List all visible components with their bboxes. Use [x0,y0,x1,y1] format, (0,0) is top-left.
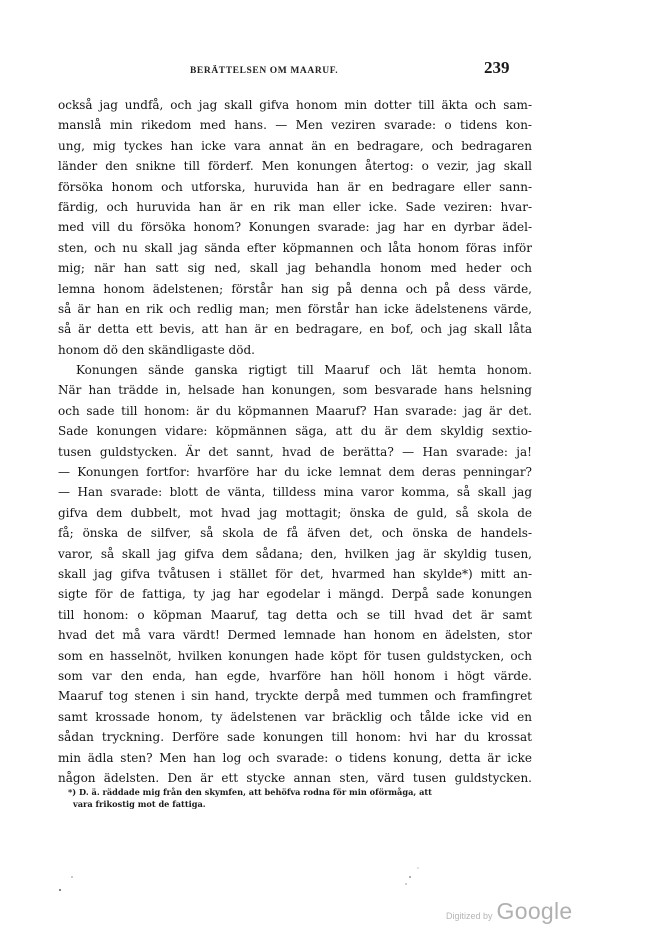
google-watermark [446,898,573,925]
text-line: någon ädelsten. Den är ett stycke annan sten, värd tusen guldstycken. [58,770,532,785]
footnote-line: vara frikostig mot de fattiga. [73,799,206,809]
text-line: ung, mig tyckes han icke vara annat än en bedragare, och bedragaren [58,138,532,153]
text-line: lemna honom ädelstenen; förstår han sig på denna och på dess värde, [58,281,532,296]
text-line: — Han svarade: blott de vänta, tilldess mina varor komma, så skall jag [58,485,532,500]
text-line: sigte för de fattiga, ty jag har egodelar i mängd. Derpå sade konungen [58,587,532,602]
text-line: honom dö den skändligaste död. [58,342,255,357]
text-line: sten, och nu skall jag sända efter köpmannen och låta honom föras inför [58,240,532,255]
running-head: BERÄTTELSEN OM MAARUF. [190,66,339,76]
text-line: så är detta ett bevis, att han är en bedragare, en bof, och jag skall låta [58,322,532,337]
footnote [68,786,530,810]
text-line: tusen guldstycken. Är det sannt, hvad de berätta? — Han svarade: ja! [58,444,532,459]
google-logo: Google [496,898,573,924]
text-line: varor, så skall jag gifva dem sådana; den, hvilken jag är skyldig tusen, [58,546,532,561]
text-line: till honom: o köpman Maaruf, tag detta och se till hvad det är samt [58,607,532,622]
text-line: färdig, och huruvida han är en rik man eller icke. Sade veziren: hvar- [58,199,532,214]
footnote-line: *) D. ä. räddade mig från den skymfen, att behöfva rodna för min oförmåga, att [68,787,432,797]
text-line: skall jag gifva tvåtusen i stället för det, hvarmed han skylde*) mitt an- [58,566,532,581]
text-line: länder den snikne till förderf. Men konungen återtog: o vezir, jag skall [58,159,532,174]
text-line: och sade till honom: är du köpmannen Maaruf? Han svarade: jag är det. [58,403,532,418]
text-line: manslå min rikedom med hans. — Men veziren svarade: o tidens kon- [58,118,532,133]
text-line: samt krossade honom, ty ädelstenen var bräcklig och tålde icke vid en [58,709,532,724]
text-line: med vill du försöka honom? Konungen svarade: jag har en dyrbar ädel- [58,220,532,235]
text-line: Maaruf tog stenen i sin hand, tryckte derpå med tummen och framfingret [58,689,532,704]
text-line: också jag undfå, och jag skall gifva honom min dotter till äkta och sam- [58,98,532,112]
page-number: 239 [484,58,510,77]
text-line: Konungen sände ganska rigtigt till Maaruf och lät hemta honom. [76,363,532,378]
body-text [58,95,532,788]
text-line: som en hasselnöt, hvilken konungen hade köpt för tusen guldstycken, och [58,648,532,663]
text-line: försöka honom och utforska, huruvida han är en bedragare eller sann- [58,179,532,194]
text-line: som var den enda, han egde, hvarföre han höll honom i högt värde. [58,668,532,683]
text-line: få; önska de silfver, så skola de få äfven det, och önska de handels- [58,526,532,541]
text-line: min ädla sten? Men han log och svarade: o tidens konung, detta är icke [58,750,532,765]
text-line: Sade konungen vidare: köpmännen säga, att du är dem skyldig sextio- [58,424,532,439]
text-line: mig; när han satt sig ned, skall jag behandla honom med heder och [58,261,532,276]
text-line: gifva dem dubbelt, mot hvad jag mottagit; önska de guld, så skola de [58,505,532,520]
text-line: hvad det må vara värdt! Dermed lemnade han honom en ädelsten, stor [58,628,532,643]
text-line: — Konungen fortfor: hvarföre har du icke lemnat dem deras penningar? [58,465,532,480]
digitized-by-label: Digitized by [446,911,493,921]
text-line: När han trädde in, helsade han konungen, som besvarade hans helsning [58,383,532,398]
text-line: sådan tryckning. Derföre sade konungen till honom: hvi har du krossat [58,730,532,745]
text-line: så är han en rik och redlig man; men förstår han icke ädelstenens värde, [58,301,532,316]
